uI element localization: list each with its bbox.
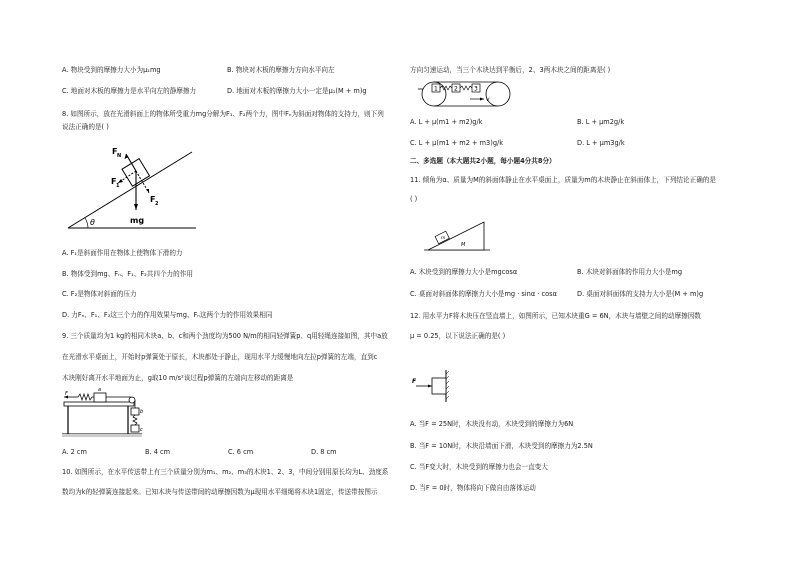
- q11-option-d: D. 桌面对斜面体的支持力大小是(M + m)g: [577, 290, 704, 298]
- q10-stem-line2: 数均为k的轻弹簧连接起来。已知木块与传送带间的动摩擦因数为μ现用水平细绳将木块1固定，传送带按图示: [62, 488, 378, 496]
- q8-option-a: A. F₁是斜面作用在物体上使物体下滑的力: [62, 249, 183, 257]
- block-a-label: a: [98, 387, 102, 393]
- theta-label: θ: [90, 218, 95, 227]
- q11-option-c: C. 桌面对斜面体的摩擦力大小是mg · sinα · cosα: [410, 290, 557, 298]
- wedge-M-label: M: [461, 242, 466, 248]
- block-b-label: b: [140, 409, 144, 415]
- q8-incline-figure: [68, 140, 198, 235]
- q9-option-b: B. 4 cm: [145, 448, 171, 456]
- mg-label: mg: [130, 216, 145, 225]
- q11-wedge-figure: [424, 220, 494, 254]
- force-F-label: F: [412, 378, 417, 385]
- q12-wall-figure: [410, 370, 450, 404]
- q12-option-a: A. 当F = 25N时，木块没有动，木块受到的摩擦力为6N: [410, 420, 574, 428]
- f1-label: F: [111, 177, 117, 186]
- q10-option-b: B. L + μm2g/k: [577, 118, 625, 126]
- q12-stem-line1: 12. 用水平力F将木块压在竖直墙上，如图所示，已知木块重G = 6N，木块与墙壁之间的动摩擦因数: [410, 312, 701, 320]
- q11-option-a: A. 木块受到的摩擦力大小是mgcosα: [410, 268, 518, 276]
- fn-sub: N: [117, 153, 122, 159]
- f1-sub: 1: [116, 183, 120, 189]
- f2-label: F: [150, 195, 156, 204]
- q7-option-b: B. 物块对木板的摩擦力方向水平向左: [227, 66, 335, 74]
- q8-option-d: D. 力Fₙ、F₁、F₂这三个力的作用效果与mg、Fₙ这两个力的作用效果相同: [62, 311, 273, 319]
- block-2-label: 2: [454, 85, 458, 93]
- q10-stem-line3: 方向匀速运动，当三个木块达到平衡后，2、3两木块之间的距离是( ): [410, 66, 611, 74]
- force-label: F: [65, 391, 68, 397]
- q12-stem-line2: μ = 0.25，以下说法正确的是( ): [410, 332, 506, 340]
- q7-option-c: C. 地面对木板的摩擦力是水平向左的静摩擦力: [62, 87, 197, 95]
- block-m-label: m: [441, 236, 446, 241]
- block-c-label: c: [140, 427, 143, 433]
- q8-stem-line1: 8. 如图所示，放在光滑斜面上的物体所受重力mg分解为F₁、F₂两个力，图中Fₙ为斜面对物体的支持力，则下列: [62, 110, 384, 118]
- block-3-label: 3: [474, 85, 478, 93]
- q9-table-figure: [62, 388, 152, 440]
- q12-option-b: B. 当F = 10N时，木块沿墙面下滑，木块受到的摩擦力为2.5N: [410, 442, 593, 450]
- q12-option-c: C. 当F变大时，木块受到的摩擦力也会一直变大: [410, 463, 548, 471]
- q10-option-c: C. L + μ(m1 + m2 + m3)g/k: [410, 139, 504, 147]
- q9-stem-line1: 9. 三个质量均为1 kg的相同木块a、b、c和两个劲度均为500 N/m的相同轻弹簧p、q用轻绳连接如图，其中a放: [62, 332, 388, 340]
- section-heading-multiple-choice: 二、多选题（本大题共2小题，每小题4分共8分）: [410, 157, 556, 165]
- q12-option-d: D. 当F = 0时，物体将向下做自由落体运动: [410, 484, 536, 492]
- q8-option-c: C. F₂是物体对斜面的压力: [62, 290, 137, 298]
- velocity-label: v: [486, 96, 490, 103]
- q10-option-a: A. L + μ(m1 + m2)g/k: [410, 118, 483, 126]
- q9-option-a: A. 2 cm: [62, 448, 87, 456]
- q7-option-d: D. 地面对木板的摩擦力大小一定是μ₁(M + m)g: [227, 87, 367, 95]
- q8-stem-line2: 说法正确的是( ): [62, 123, 109, 131]
- q8-option-b: B. 物体受到mg、Fₙ、F₁、F₂共四个力的作用: [62, 270, 193, 278]
- q11-stem-line2: ( ): [410, 195, 418, 203]
- fn-label: F: [112, 147, 118, 156]
- q9-stem-line3: 木块刚好离开水平地面为止，g取10 m/s²该过程p弹簧的左端向左移动的距离是: [62, 374, 294, 382]
- q9-option-c: C. 6 cm: [228, 448, 254, 456]
- q7-option-a: A. 物块受到的摩擦力大小为μ₁mg: [62, 66, 161, 74]
- q11-option-b: B. 木块对斜面体的作用力大小是mg: [577, 268, 683, 276]
- q9-stem-line2: 在光滑水平桌面上，开始时p弹簧处于原长，木块都处于静止，现用水平力缓慢地向左拉p弹簧的左端，直到c: [62, 353, 378, 361]
- f2-sub: 2: [155, 201, 159, 207]
- q10-option-d: D. L + μm3g/k: [577, 139, 625, 147]
- q11-stem-line1: 11. 倾角为α、质量为M的斜面体静止在水平桌面上，质量为m的木块静止在斜面体上，下列结论正确的是: [410, 176, 716, 184]
- block-1-label: 1: [434, 85, 438, 93]
- q10-stem-line1: 10. 如图所示，在水平传送带上有三个质量分别为m₁、m₂、m₃的木块1、2、3，中间分别用原长均为L、劲度系: [62, 468, 389, 476]
- q10-conveyor-figure: [418, 80, 508, 110]
- q9-option-d: D. 8 cm: [311, 448, 337, 456]
